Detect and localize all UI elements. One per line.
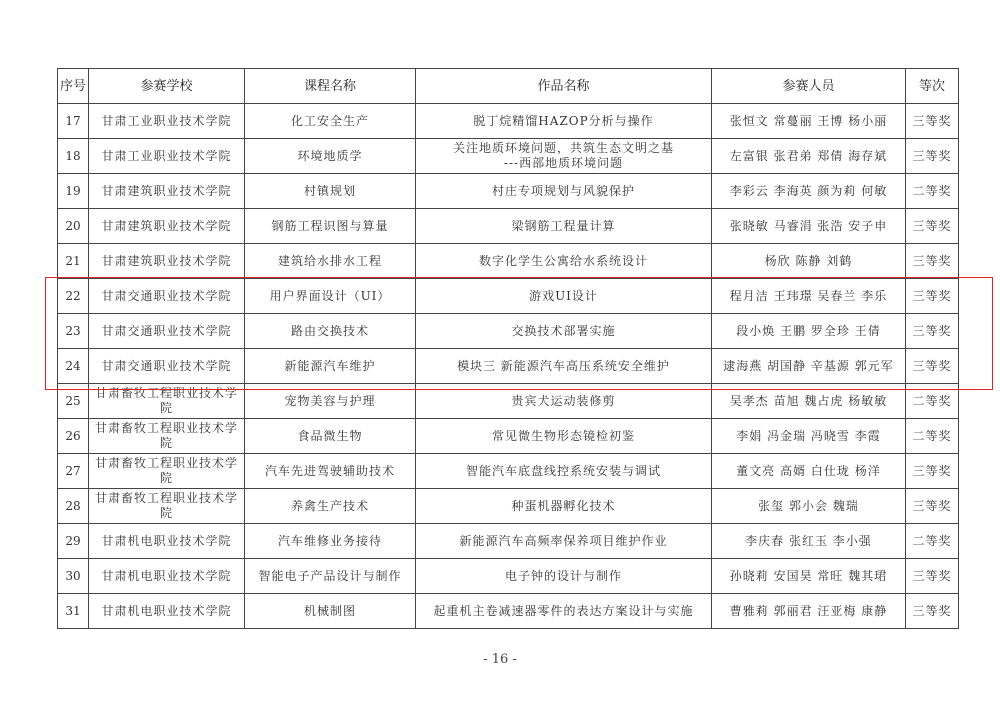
members-cell: 程月洁 王玮璟 吴春兰 李乐: [712, 279, 906, 314]
table-body: [58, 104, 959, 629]
school-cell: 甘肃机电职业技术学院: [89, 559, 245, 594]
row-index: 24: [58, 349, 89, 384]
row-index: 18: [58, 139, 89, 174]
row-index: 30: [58, 559, 89, 594]
rank-cell: 三等奖: [906, 489, 959, 524]
header-school: 参赛学校: [89, 69, 245, 104]
table-row: [58, 454, 959, 489]
row-index: 19: [58, 174, 89, 209]
row-index: 26: [58, 419, 89, 454]
course-cell: 机械制图: [245, 594, 416, 629]
school-cell: 甘肃机电职业技术学院: [89, 524, 245, 559]
table-row: [58, 314, 959, 349]
members-cell: 左富银 张君弟 郑倩 海存斌: [712, 139, 906, 174]
school-cell: 甘肃工业职业技术学院: [89, 139, 245, 174]
rank-cell: 三等奖: [906, 104, 959, 139]
members-cell: 杨欣 陈静 刘鹤: [712, 244, 906, 279]
row-index: 20: [58, 209, 89, 244]
work-cell: 种蛋机器孵化技术: [416, 489, 712, 524]
table-row: [58, 524, 959, 559]
table-row: [58, 139, 959, 174]
rank-cell: 三等奖: [906, 139, 959, 174]
rank-cell: 二等奖: [906, 174, 959, 209]
row-index: 31: [58, 594, 89, 629]
row-index: 28: [58, 489, 89, 524]
row-index: 27: [58, 454, 89, 489]
members-cell: 曹雅莉 郭丽君 汪亚梅 康静: [712, 594, 906, 629]
members-cell: 吴孝杰 苗旭 魏占虎 杨敏敏: [712, 384, 906, 419]
school-cell: 甘肃畜牧工程职业技术学院: [89, 384, 245, 419]
school-cell: 甘肃机电职业技术学院: [89, 594, 245, 629]
header-members: 参赛人员: [712, 69, 906, 104]
school-cell: 甘肃交通职业技术学院: [89, 349, 245, 384]
school-cell: 甘肃工业职业技术学院: [89, 104, 245, 139]
header-rank: 等次: [906, 69, 959, 104]
work-cell: 模块三 新能源汽车高压系统安全维护: [416, 349, 712, 384]
rank-cell: 二等奖: [906, 524, 959, 559]
work-cell: 游戏UI设计: [416, 279, 712, 314]
row-index: 22: [58, 279, 89, 314]
course-cell: 钢筋工程识图与算量: [245, 209, 416, 244]
course-cell: 村镇规划: [245, 174, 416, 209]
members-cell: 董文亮 高婿 白仕珑 杨洋: [712, 454, 906, 489]
work-cell: 脱丁烷精馏HAZOP分析与操作: [416, 104, 712, 139]
table-row: [58, 419, 959, 454]
course-cell: 宠物美容与护理: [245, 384, 416, 419]
rank-cell: 二等奖: [906, 384, 959, 419]
work-cell: 村庄专项规划与风貌保护: [416, 174, 712, 209]
header-work: 作品名称: [416, 69, 712, 104]
school-cell: 甘肃畜牧工程职业技术学院: [89, 419, 245, 454]
row-index: 25: [58, 384, 89, 419]
work-cell: 新能源汽车高频率保养项目维护作业: [416, 524, 712, 559]
rank-cell: 三等奖: [906, 349, 959, 384]
work-cell: 关注地质环境问题，共筑生态文明之基 ---西部地质环境问题: [416, 139, 712, 174]
table-row: [58, 594, 959, 629]
course-cell: 化工安全生产: [245, 104, 416, 139]
rank-cell: 三等奖: [906, 594, 959, 629]
table-row: [58, 209, 959, 244]
course-cell: 环境地质学: [245, 139, 416, 174]
work-cell: 智能汽车底盘线控系统安装与调试: [416, 454, 712, 489]
school-cell: 甘肃建筑职业技术学院: [89, 209, 245, 244]
table-row: [58, 349, 959, 384]
rank-cell: 二等奖: [906, 419, 959, 454]
rank-cell: 三等奖: [906, 314, 959, 349]
work-cell: 起重机主卷减速器零件的表达方案设计与实施: [416, 594, 712, 629]
table-row: [58, 559, 959, 594]
work-cell: 交换技术部署实施: [416, 314, 712, 349]
members-cell: 逮海燕 胡国静 辛基源 郭元军: [712, 349, 906, 384]
row-index: 21: [58, 244, 89, 279]
course-cell: 智能电子产品设计与制作: [245, 559, 416, 594]
members-cell: 张恒文 常蔓丽 王博 杨小丽: [712, 104, 906, 139]
work-cell: 电子钟的设计与制作: [416, 559, 712, 594]
school-cell: 甘肃畜牧工程职业技术学院: [89, 489, 245, 524]
table-header-row: [58, 69, 959, 104]
members-cell: 张晓敏 马睿涓 张浩 安子申: [712, 209, 906, 244]
table-row: [58, 279, 959, 314]
course-cell: 新能源汽车维护: [245, 349, 416, 384]
table-row: [58, 174, 959, 209]
work-cell: 梁钢筋工程量计算: [416, 209, 712, 244]
row-index: 29: [58, 524, 89, 559]
work-cell: 常见微生物形态镜检初鉴: [416, 419, 712, 454]
work-cell: 数字化学生公寓给水系统设计: [416, 244, 712, 279]
header-index: 序号: [58, 69, 89, 104]
rank-cell: 三等奖: [906, 559, 959, 594]
page-number: - 16 -: [483, 652, 517, 667]
table-row: [58, 244, 959, 279]
header-course: 课程名称: [245, 69, 416, 104]
work-cell: 贵宾犬运动装修剪: [416, 384, 712, 419]
school-cell: 甘肃交通职业技术学院: [89, 314, 245, 349]
members-cell: 李娟 冯金瑞 冯晓雪 李霞: [712, 419, 906, 454]
members-cell: 李彩云 李海英 颜为莉 何敏: [712, 174, 906, 209]
school-cell: 甘肃交通职业技术学院: [89, 279, 245, 314]
row-index: 23: [58, 314, 89, 349]
course-cell: 养禽生产技术: [245, 489, 416, 524]
table-row: [58, 489, 959, 524]
school-cell: 甘肃畜牧工程职业技术学院: [89, 454, 245, 489]
course-cell: 路由交换技术: [245, 314, 416, 349]
rank-cell: 三等奖: [906, 454, 959, 489]
table-row: [58, 104, 959, 139]
rank-cell: 三等奖: [906, 279, 959, 314]
members-cell: 李庆春 张红玉 李小强: [712, 524, 906, 559]
course-cell: 用户界面设计（UI）: [245, 279, 416, 314]
members-cell: 段小焕 王鹏 罗全珍 王倩: [712, 314, 906, 349]
course-cell: 食品微生物: [245, 419, 416, 454]
course-cell: 建筑给水排水工程: [245, 244, 416, 279]
school-cell: 甘肃建筑职业技术学院: [89, 244, 245, 279]
school-cell: 甘肃建筑职业技术学院: [89, 174, 245, 209]
rank-cell: 三等奖: [906, 244, 959, 279]
course-cell: 汽车维修业务接待: [245, 524, 416, 559]
awards-table: [57, 68, 959, 629]
members-cell: 张玺 郭小会 魏瑞: [712, 489, 906, 524]
course-cell: 汽车先进驾驶辅助技术: [245, 454, 416, 489]
table-row: [58, 384, 959, 419]
members-cell: 孙晓莉 安国昊 常旺 魏其珺: [712, 559, 906, 594]
rank-cell: 三等奖: [906, 209, 959, 244]
row-index: 17: [58, 104, 89, 139]
